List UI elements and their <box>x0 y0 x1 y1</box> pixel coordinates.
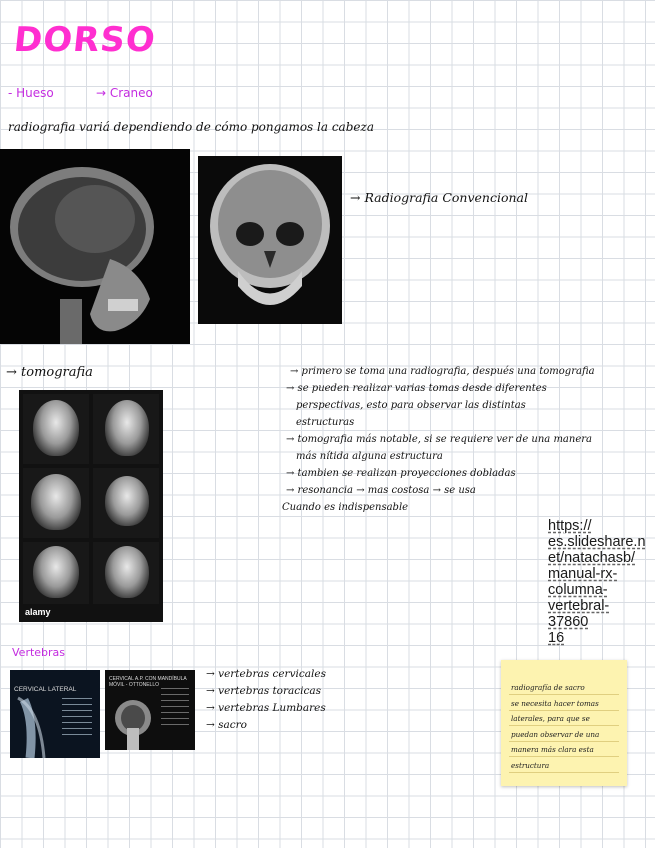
cervical-ap-caption: CERVICAL A.P. CON MANDÍBULA MÓVIL - OTTONELLO <box>109 676 187 688</box>
subheader-hueso: - Hueso <box>8 86 54 100</box>
sticky-line-text: radiografía de sacro <box>511 683 585 692</box>
frontal-skull-xray <box>198 156 342 324</box>
link-line[interactable]: https:// <box>548 518 592 534</box>
note-line: → se pueden realizar varias tomas desde diferentes <box>286 383 547 394</box>
sticky-line-text: laterales, para que se <box>511 714 590 723</box>
vertebras-list <box>206 668 326 736</box>
cervical-lateral-caption: CERVICAL LATERAL <box>14 686 77 693</box>
ct-scan-panel <box>19 390 163 622</box>
vertebra-item: → vertebras toracicas <box>206 685 322 697</box>
note-line: más nítida alguna estructura <box>296 451 443 462</box>
sticky-line-text: estructura <box>511 760 550 770</box>
cervical-ap-image <box>105 670 195 750</box>
vertebra-item: → vertebras Lumbares <box>206 702 326 714</box>
frontal-skull-image <box>198 156 342 324</box>
sticky-note <box>501 660 627 786</box>
sticky-note-text <box>511 680 619 773</box>
stock-watermark: alamy <box>25 607 51 617</box>
intro-line: radiografia variá dependiendo de cómo pongamos la cabeza <box>8 120 374 134</box>
cervical-ap-xray <box>105 670 195 750</box>
subheader-craneo: → Craneo <box>96 86 153 100</box>
tomografia-label: → tomografia <box>6 365 93 380</box>
link-line[interactable]: vertebral-37860 <box>548 598 610 630</box>
note-line: perspectivas, esto para observar las distintas <box>296 400 526 411</box>
cervical-lateral-image <box>10 670 100 758</box>
cervical-lateral-xray <box>10 670 100 758</box>
link-line[interactable]: manual-rx- <box>548 566 618 582</box>
note-line: estructuras <box>296 417 355 428</box>
note-line: → resonancia → mas costosa → se usa <box>286 485 476 496</box>
slideshare-link[interactable] <box>548 518 648 646</box>
note-line: Cuando es indispensable <box>282 502 409 513</box>
page-title: DORSO <box>11 20 158 60</box>
vertebras-header: Vertebras <box>12 646 66 659</box>
link-line[interactable]: columna- <box>548 582 608 598</box>
note-line: → tambien se realizan proyecciones dobladas <box>286 468 516 479</box>
vertebra-item: → sacro <box>206 719 248 731</box>
link-line[interactable]: es.slideshare.n <box>548 534 646 550</box>
lateral-skull-xray <box>0 149 190 344</box>
sticky-line-text: se necesita hacer tomas <box>511 698 599 708</box>
tomografia-notes <box>282 366 646 519</box>
radiografia-label: → Radiografia Convencional <box>350 190 528 205</box>
sticky-line-text: manera más clara esta <box>511 745 594 754</box>
vertebra-item: → vertebras cervicales <box>206 668 326 680</box>
sticky-line-text: puedan observar de una <box>511 729 600 739</box>
link-line[interactable]: et/natachasb/ <box>548 550 636 566</box>
note-line: → tomografia más notable, si se requiere ver de una manera <box>286 434 592 445</box>
link-line[interactable]: 16 <box>548 630 565 646</box>
note-line: → primero se toma una radiografia, después una tomografia <box>290 366 595 377</box>
lateral-skull-image <box>0 149 190 344</box>
